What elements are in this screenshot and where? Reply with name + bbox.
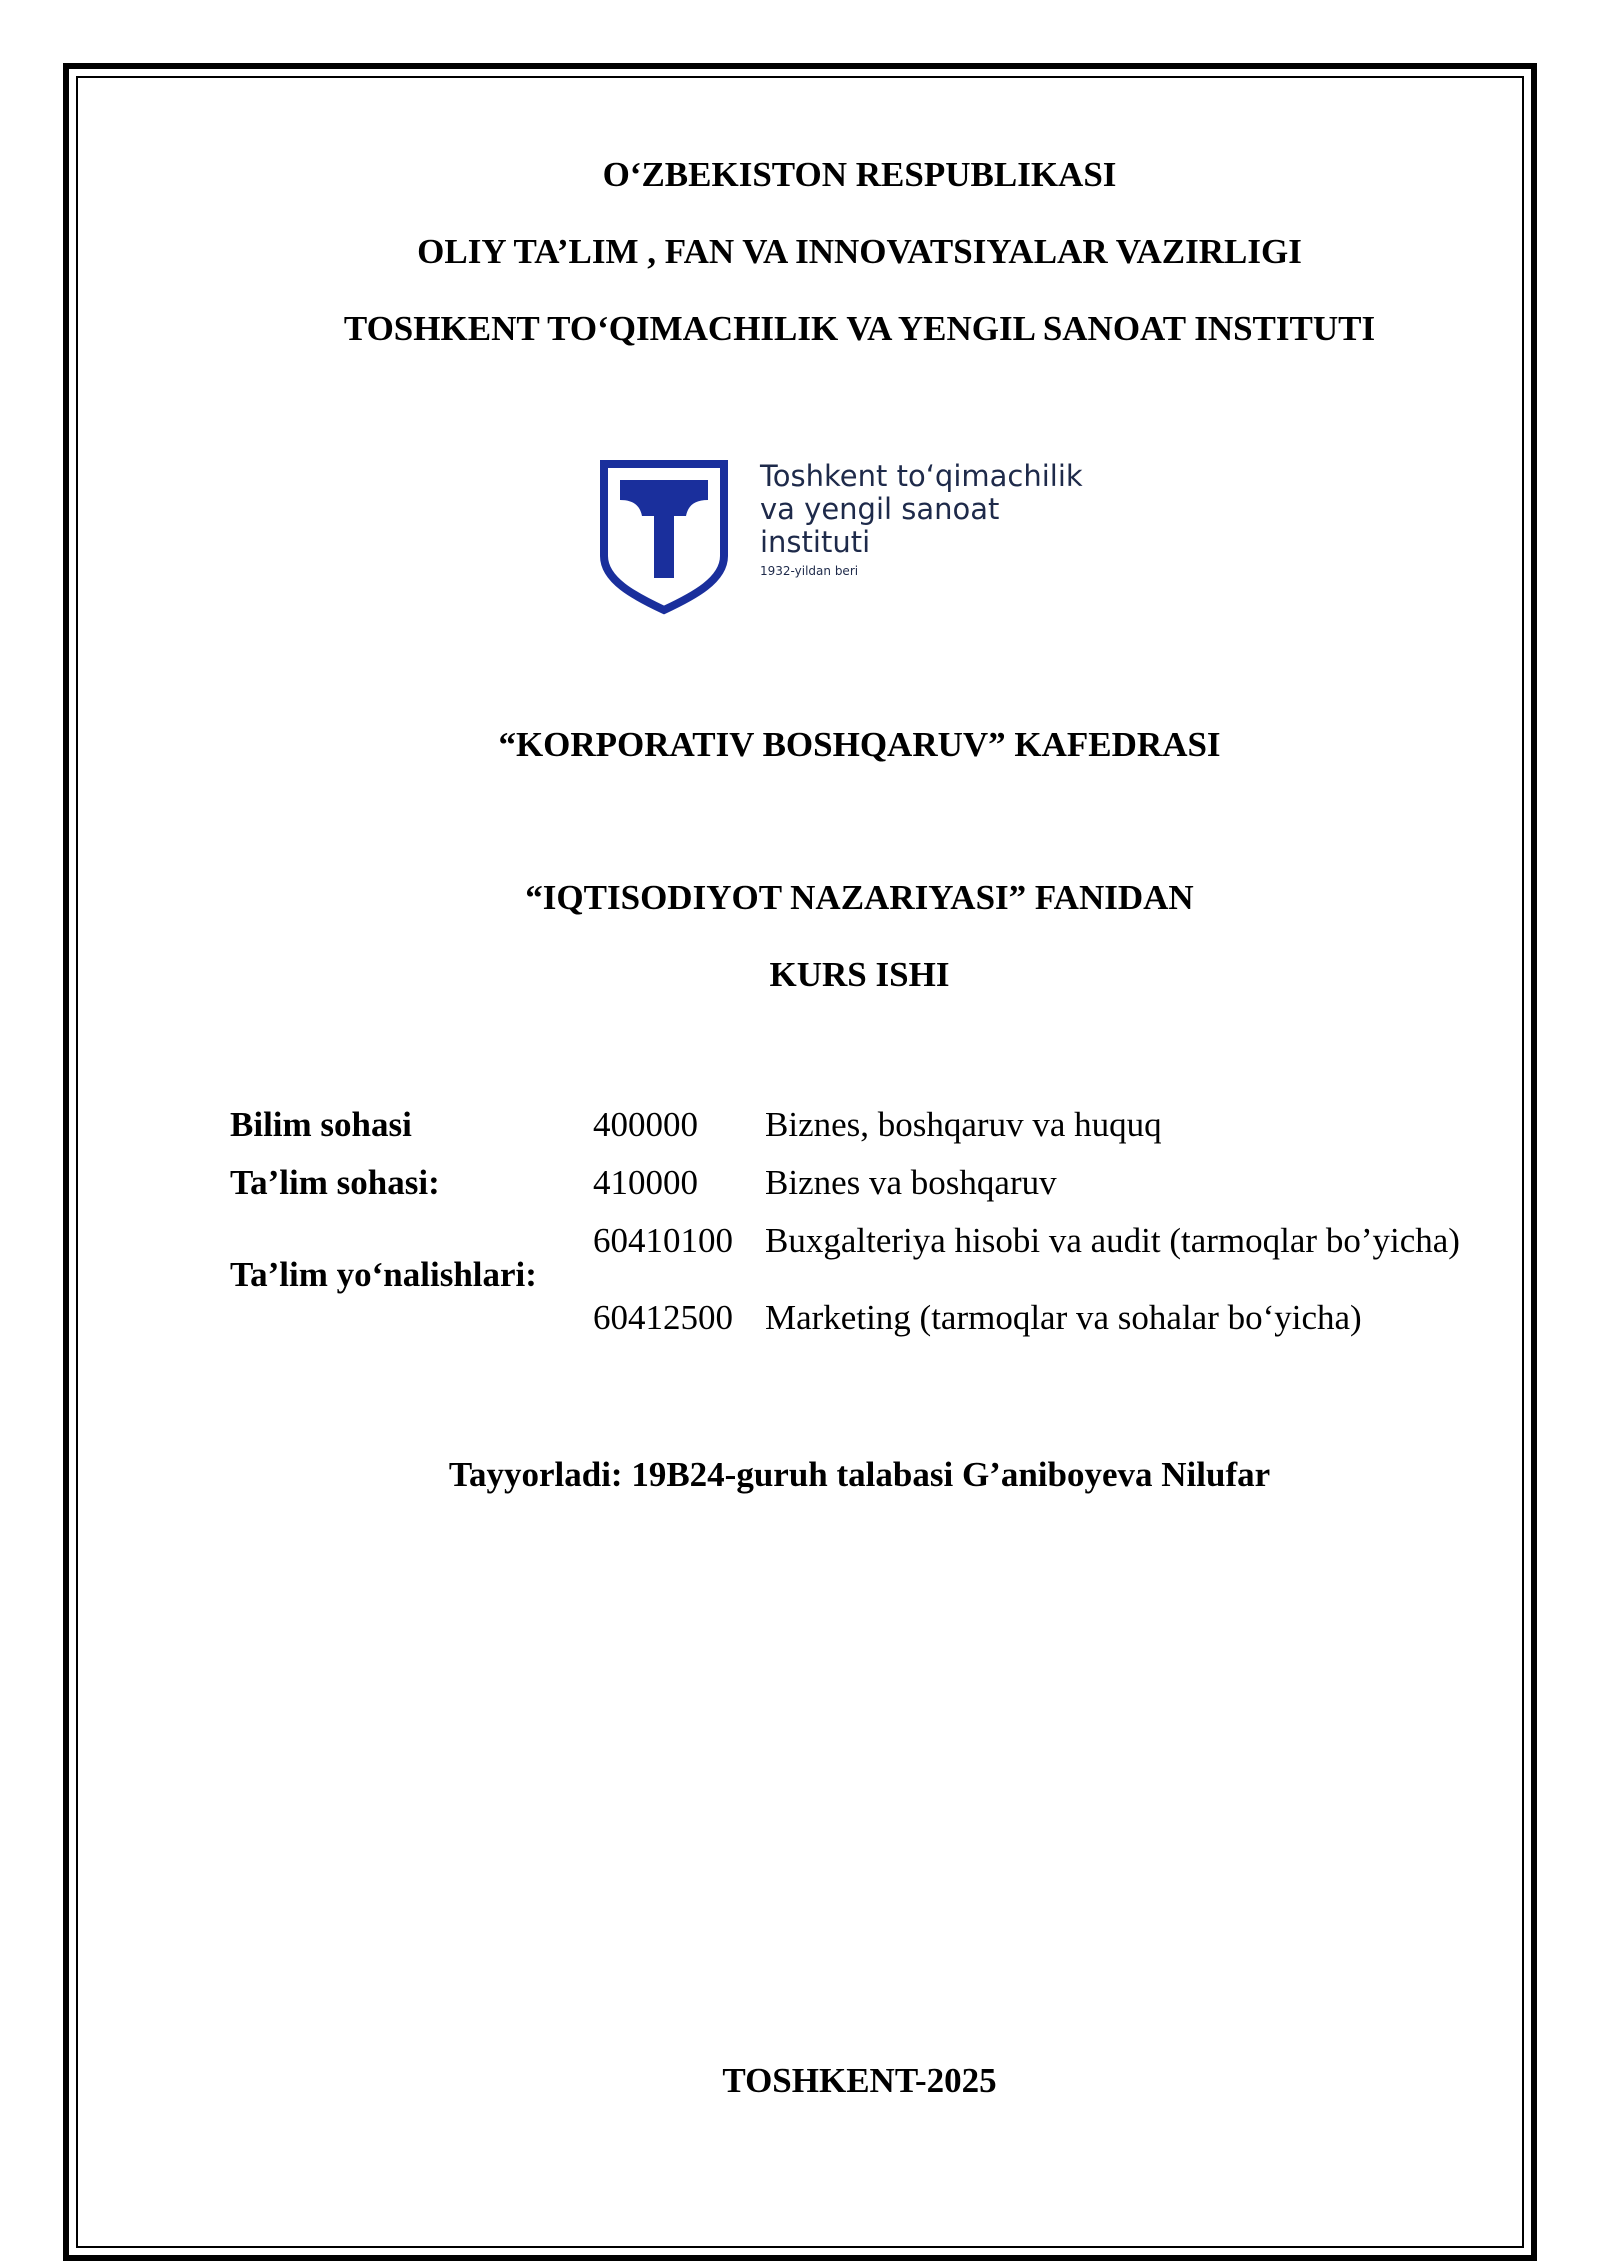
logo-text-line2: va yengil sanoat: [760, 492, 1000, 526]
info-desc: Biznes va boshqaruv: [765, 1163, 1057, 1202]
logo-text-line1: Toshkent to‘qimachilik: [760, 459, 1083, 493]
institute-logo: [598, 458, 1138, 616]
info-code: 410000: [593, 1163, 698, 1202]
info-desc: Buxgalteriya hisobi va audit (tarmoqlar bo’yicha): [765, 1221, 1460, 1260]
info-code: 60410100: [593, 1221, 733, 1260]
logo-since: 1932-yildan beri: [760, 564, 859, 578]
subject-title: “IQTISODIYOT NAZARIYASI” FANIDAN: [525, 878, 1194, 917]
header-ministry: OLIY TA’LIM , FAN VA INNOVATSIYALAR VAZIRLIGI: [417, 232, 1302, 271]
page-border-inner: [76, 76, 1524, 2248]
logo-wordmark: [760, 460, 1083, 579]
footer-city-year: TOSHKENT-2025: [722, 2061, 997, 2100]
logo-text-line3: instituti: [760, 525, 871, 559]
prepared-by: Tayyorladi: 19B24-guruh talabasi G’aniboyeva Nilufar: [448, 1455, 1271, 1494]
header-republic: O‘ZBEKISTON RESPUBLIKASI: [602, 155, 1117, 194]
header-institute: TOSHKENT TO‘QIMACHILIK VA YENGIL SANOAT INSTITUTI: [343, 309, 1376, 348]
info-code: 400000: [593, 1105, 698, 1144]
info-label: Ta’lim yo‘nalishlari:: [230, 1255, 537, 1294]
info-desc: Marketing (tarmoqlar va sohalar bo‘yicha): [765, 1298, 1362, 1337]
info-desc: Biznes, boshqaruv va huquq: [765, 1105, 1162, 1144]
info-code: 60412500: [593, 1298, 733, 1337]
department-title: “KORPORATIV BOSHQARUV” KAFEDRASI: [498, 725, 1221, 764]
shield-icon: [598, 458, 730, 616]
info-label: Bilim sohasi: [230, 1105, 412, 1144]
work-type-title: KURS ISHI: [769, 955, 950, 994]
info-label: Ta’lim sohasi:: [230, 1163, 440, 1202]
